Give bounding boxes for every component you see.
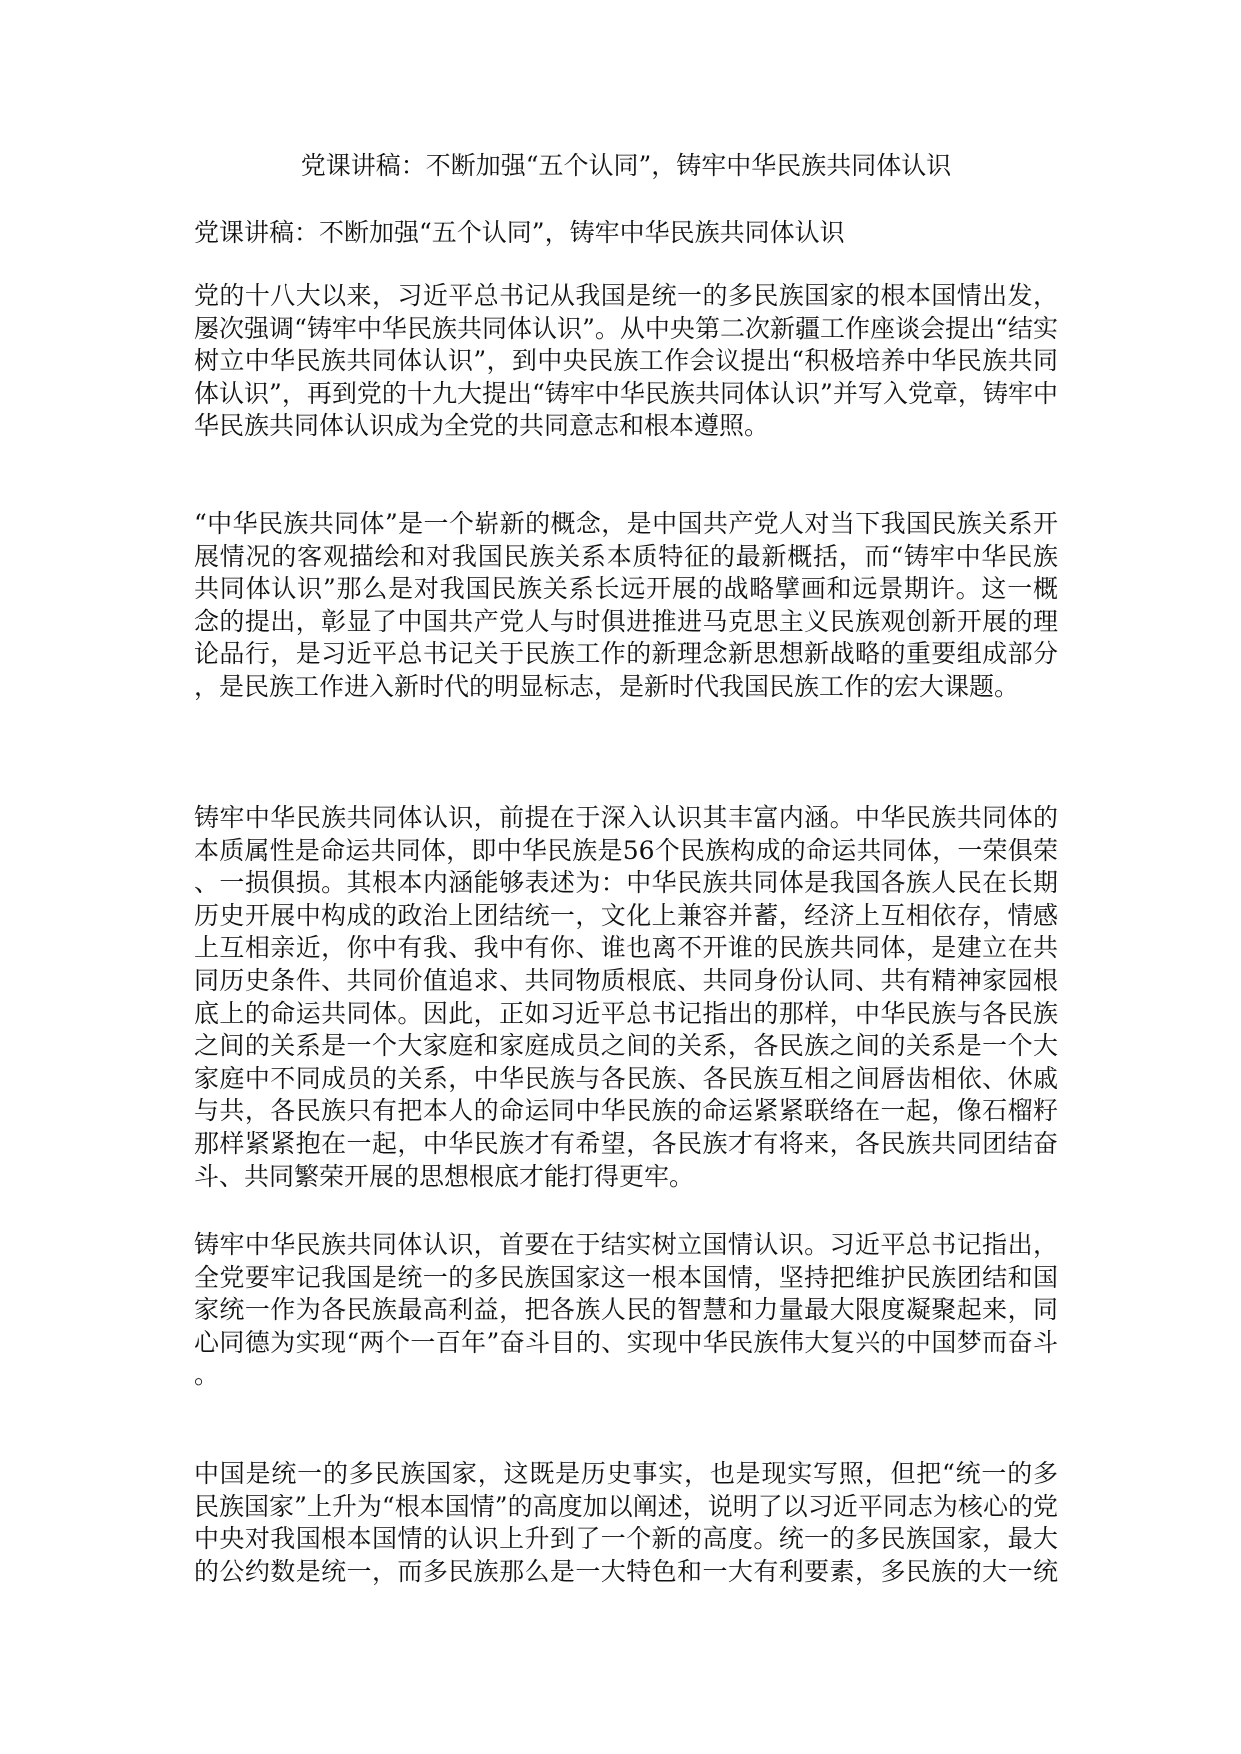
paragraph-line: 底上的命运共同体。因此，正如习近平总书记指出的那样，中华民族与各民族 bbox=[194, 998, 1058, 1028]
paragraph-line: 全党要牢记我国是统一的多民族国家这一根本国情，坚持把维护民族团结和国 bbox=[194, 1262, 1058, 1292]
paragraph-line: 屡次强调“铸牢中华民族共同体认识”。从中央第二次新疆工作座谈会提出“结实 bbox=[194, 313, 1058, 343]
paragraph-line: 本质属性是命运共同体，即中华民族是56个民族构成的命运共同体，一荣俱荣 bbox=[194, 835, 1058, 865]
paragraph-line: 同历史条件、共同价值追求、共同物质根底、共同身份认同、共有精神家园根 bbox=[194, 965, 1058, 995]
paragraph-line: 家统一作为各民族最高利益，把各族人民的智慧和力量最大限度凝聚起来，同 bbox=[194, 1295, 1058, 1325]
paragraph-line: “中华民族共同体”是一个崭新的概念，是中国共产党人对当下我国民族关系开 bbox=[194, 509, 1058, 538]
paragraph-line: 家庭中不同成员的关系，中华民族与各民族、各民族互相之间唇齿相依、休戚 bbox=[194, 1063, 1058, 1093]
paragraph-line: ，是民族工作进入新时代的明显标志，是新时代我国民族工作的宏大课题。 bbox=[194, 671, 1020, 701]
paragraph-line: 上互相亲近，你中有我、我中有你、谁也离不开谁的民族共同体，是建立在共 bbox=[194, 933, 1058, 963]
paragraph-line: 之间的关系是一个大家庭和家庭成员之间的关系，各民族之间的关系是一个大 bbox=[194, 1031, 1058, 1061]
paragraph-line: 历史开展中构成的政治上团结统一，文化上兼容并蓄，经济上互相依存，情感 bbox=[194, 900, 1058, 930]
paragraph-line: 那样紧紧抱在一起，中华民族才有希望，各民族才有将来，各民族共同团结奋 bbox=[194, 1128, 1058, 1158]
document-heading: 党课讲稿：不断加强“五个认同”，铸牢中华民族共同体认识 bbox=[194, 218, 845, 247]
paragraph-line: 中国是统一的多民族国家，这既是历史事实，也是现实写照，但把“统一的多 bbox=[194, 1459, 1058, 1488]
paragraph-line: 心同德为实现“两个一百年”奋斗目的、实现中华民族伟大复兴的中国梦而奋斗 bbox=[194, 1327, 1058, 1357]
paragraph-2 bbox=[194, 508, 1058, 704]
paragraph-4 bbox=[194, 1229, 1058, 1392]
paragraph-line: 斗、共同繁荣开展的思想根底才能打得更牢。 bbox=[194, 1161, 695, 1191]
paragraph-line: 党的十八大以来，习近平总书记从我国是统一的多民族国家的根本国情出发， bbox=[194, 281, 1058, 310]
paragraph-line: 体认识”，再到党的十九大提出“铸牢中华民族共同体认识”并写入党章，铸牢中 bbox=[194, 378, 1058, 408]
paragraph-line: 中央对我国根本国情的认识上升到了一个新的高度。统一的多民族国家，最大 bbox=[194, 1524, 1058, 1554]
paragraph-line: 、一损俱损。其根本内涵能够表述为：中华民族共同体是我国各族人民在长期 bbox=[194, 868, 1058, 898]
paragraph-line: 论品行，是习近平总书记关于民族工作的新理念新思想新战略的重要组成部分 bbox=[194, 639, 1058, 669]
paragraph-3 bbox=[194, 802, 1058, 1193]
paragraph-line: 。 bbox=[194, 1360, 220, 1390]
document-title: 党课讲稿：不断加强“五个认同”，铸牢中华民族共同体认识 bbox=[300, 151, 952, 180]
paragraph-5 bbox=[194, 1458, 1058, 1588]
paragraph-line: 民族国家”上升为“根本国情”的高度加以阐述，说明了以习近平同志为核心的党 bbox=[194, 1491, 1058, 1521]
paragraph-line: 树立中华民族共同体认识”，到中央民族工作会议提出“积极培养中华民族共同 bbox=[194, 346, 1058, 376]
paragraph-line: 铸牢中华民族共同体认识，前提在于深入认识其丰富内涵。中华民族共同体的 bbox=[194, 803, 1058, 832]
paragraph-1 bbox=[194, 280, 1058, 443]
paragraph-line: 与共，各民族只有把本人的命运同中华民族的命运紧紧联络在一起，像石榴籽 bbox=[194, 1096, 1058, 1126]
paragraph-line: 的公约数是统一，而多民族那么是一大特色和一大有利要素，多民族的大一统 bbox=[194, 1556, 1058, 1586]
paragraph-line: 华民族共同体认识成为全党的共同意志和根本遵照。 bbox=[194, 411, 770, 441]
paragraph-line: 念的提出，彰显了中国共产党人与时俱进推进马克思主义民族观创新开展的理 bbox=[194, 606, 1058, 636]
paragraph-line: 展情况的客观描绘和对我国民族关系本质特征的最新概括，而“铸牢中华民族 bbox=[194, 541, 1058, 571]
paragraph-line: 铸牢中华民族共同体认识，首要在于结实树立国情认识。习近平总书记指出， bbox=[194, 1230, 1058, 1259]
paragraph-line: 共同体认识”那么是对我国民族关系长远开展的战略擘画和远景期许。这一概 bbox=[194, 574, 1058, 604]
